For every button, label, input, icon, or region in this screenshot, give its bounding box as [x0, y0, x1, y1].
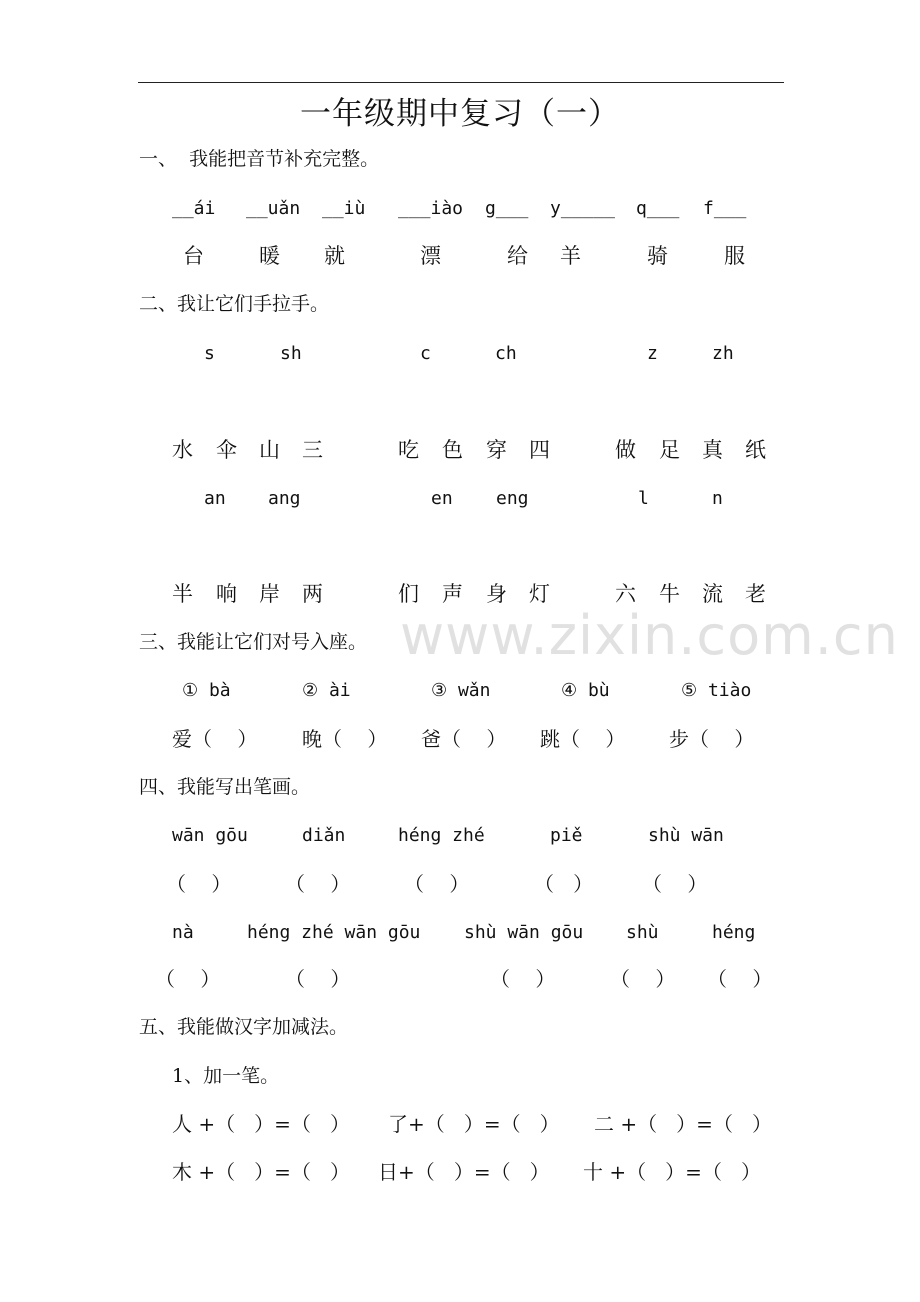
section-1-heading: 一、 我能把音节补充完整。 — [139, 148, 380, 170]
hanzi-char: 流 — [702, 582, 723, 606]
pinyin-blank: __iù — [322, 198, 366, 219]
hanzi-char: 灯 — [529, 582, 550, 606]
equation[interactable]: 二 +（ ）=（ ） — [594, 1112, 773, 1136]
initial-label: s — [204, 343, 215, 364]
fill-blank[interactable]: 爱（ ） — [172, 727, 258, 751]
hanzi-char: 三 — [302, 438, 323, 462]
pinyin-blank: g___ — [485, 198, 529, 219]
answer-paren[interactable]: （ ） — [610, 967, 676, 991]
hanzi-char: 声 — [442, 582, 463, 606]
equation[interactable]: 人 +（ ）=（ ） — [172, 1112, 351, 1136]
hanzi-char: 岸 — [259, 582, 280, 606]
stroke-name: shù — [626, 922, 659, 943]
section-2-heading: 二、我让它们手拉手。 — [139, 293, 330, 315]
hanzi-char: 两 — [302, 582, 323, 606]
hanzi-char: 台 — [183, 244, 204, 268]
hanzi-char: 就 — [324, 244, 345, 268]
final-label: en — [431, 488, 453, 509]
answer-paren[interactable]: （ ） — [490, 967, 556, 991]
hanzi-char: 吃 — [398, 438, 419, 462]
answer-paren[interactable]: （ ） — [534, 872, 594, 896]
initial-label: sh — [280, 343, 302, 364]
hanzi-char: 真 — [702, 438, 723, 462]
hanzi-char: 骑 — [647, 244, 668, 268]
hanzi-char: 水 — [172, 438, 193, 462]
final-label: ang — [268, 488, 301, 509]
initial-label: c — [420, 343, 431, 364]
pinyin-option: ② ài — [302, 680, 351, 701]
pinyin-blank: __ái — [172, 198, 216, 219]
answer-paren[interactable]: （ ） — [285, 967, 351, 991]
answer-paren[interactable]: （ ） — [707, 967, 773, 991]
pinyin-blank: ___iào — [398, 198, 464, 219]
initial-label: z — [647, 343, 658, 364]
initial-label: ch — [495, 343, 517, 364]
hanzi-char: 牛 — [659, 582, 680, 606]
hanzi-char: 伞 — [216, 438, 237, 462]
hanzi-char: 纸 — [745, 438, 766, 462]
stroke-name: héng zhé — [398, 825, 485, 846]
equation[interactable]: 了+（ ）=（ ） — [388, 1112, 560, 1136]
pinyin-blank: y_____ — [550, 198, 616, 219]
pinyin-blank: __uǎn — [246, 198, 301, 219]
section-4-heading: 四、我能写出笔画。 — [139, 776, 311, 798]
stroke-name: nà — [172, 922, 194, 943]
pinyin-option: ⑤ tiào — [681, 680, 752, 701]
stroke-name: diǎn — [302, 825, 346, 846]
equation[interactable]: 日+（ ）=（ ） — [378, 1160, 550, 1184]
hanzi-char: 山 — [259, 438, 280, 462]
stroke-name: shù wān — [648, 825, 724, 846]
fill-blank[interactable]: 晚（ ） — [302, 727, 388, 751]
hanzi-char: 足 — [659, 438, 680, 462]
answer-paren[interactable]: （ ） — [166, 872, 232, 896]
pinyin-option: ③ wǎn — [431, 680, 491, 701]
hanzi-char: 服 — [724, 244, 745, 268]
stroke-name: shù wān gōu — [464, 922, 584, 943]
hanzi-char: 暖 — [259, 244, 280, 268]
answer-paren[interactable]: （ ） — [404, 872, 470, 896]
section-3-heading: 三、我能让它们对号入座。 — [139, 631, 368, 653]
watermark: www.zixin.com.cn — [400, 604, 899, 667]
hanzi-char: 做 — [615, 438, 636, 462]
stroke-name: héng zhé wān gōu — [247, 922, 421, 943]
fill-blank[interactable]: 步（ ） — [669, 727, 755, 751]
answer-paren[interactable]: （ ） — [285, 872, 351, 896]
pinyin-option: ① bà — [182, 680, 231, 701]
hanzi-char: 半 — [172, 582, 193, 606]
page-title: 一年级期中复习（一） — [300, 96, 620, 132]
fill-blank[interactable]: 爸（ ） — [421, 727, 507, 751]
hanzi-char: 六 — [615, 582, 636, 606]
hanzi-char: 们 — [398, 582, 419, 606]
hanzi-char: 色 — [442, 438, 463, 462]
final-label: an — [204, 488, 226, 509]
hanzi-char: 羊 — [560, 244, 581, 268]
section-5-heading: 五、我能做汉字加减法。 — [139, 1016, 349, 1038]
pinyin-blank: q___ — [636, 198, 680, 219]
hanzi-char: 身 — [486, 582, 507, 606]
final-label: eng — [496, 488, 529, 509]
initial-label: zh — [712, 343, 734, 364]
stroke-name: piě — [550, 825, 583, 846]
hanzi-char: 给 — [507, 244, 528, 268]
hanzi-char: 穿 — [486, 438, 507, 462]
subsection-heading: 1、加一笔。 — [172, 1065, 280, 1087]
final-label: l — [638, 488, 649, 509]
hanzi-char: 漂 — [420, 244, 441, 268]
hanzi-char: 老 — [745, 582, 766, 606]
top-rule — [138, 82, 784, 83]
equation[interactable]: 十 +（ ）=（ ） — [583, 1160, 762, 1184]
pinyin-blank: f___ — [703, 198, 747, 219]
equation[interactable]: 木 +（ ）=（ ） — [172, 1160, 351, 1184]
pinyin-option: ④ bù — [561, 680, 610, 701]
answer-paren[interactable]: （ ） — [155, 967, 221, 991]
fill-blank[interactable]: 跳（ ） — [540, 727, 626, 751]
stroke-name: héng — [712, 922, 756, 943]
answer-paren[interactable]: （ ） — [642, 872, 708, 896]
hanzi-char: 响 — [216, 582, 237, 606]
stroke-name: wān gōu — [172, 825, 248, 846]
final-label: n — [712, 488, 723, 509]
hanzi-char: 四 — [529, 438, 550, 462]
